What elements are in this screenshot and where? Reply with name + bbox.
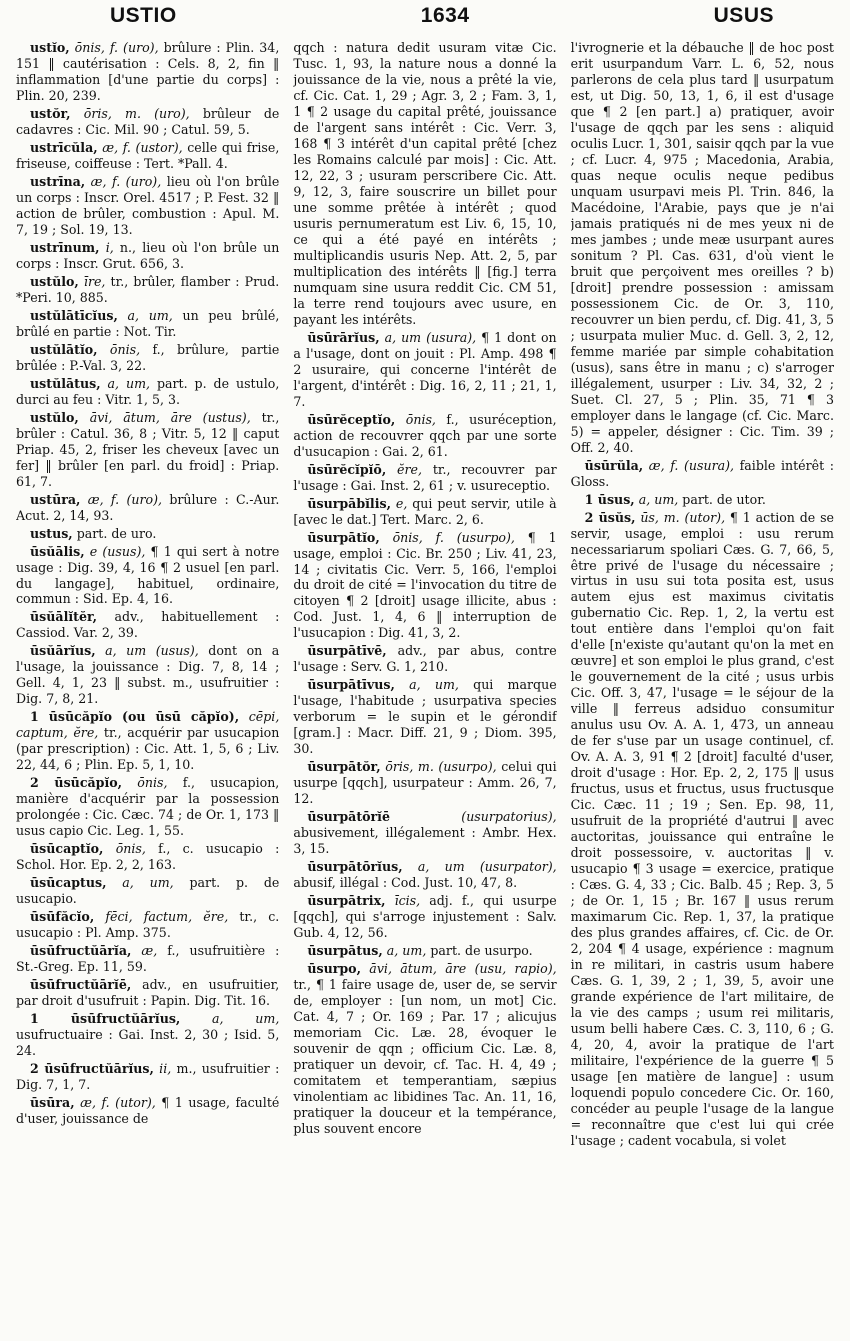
grammar-info: a, um, (634, 491, 679, 507)
entry-body: brûlure : C.-Aur. Acut. 2, 14, 93. (16, 491, 280, 523)
headword: ūsurpātĭo, (307, 529, 380, 545)
dictionary-entry (16, 308, 279, 340)
column-1 (16, 40, 279, 1330)
entry-body: abusif, illégal : Cod. Just. 10, 47, 8. (293, 875, 518, 891)
header-left-guideword: USTIO (110, 4, 177, 27)
grammar-info: ōris, m. (uro), (70, 105, 190, 121)
entry-body: ¶ 1 dont on a l'usage, dont on jouit : Pl. Amp. 498 ¶ 2 usuraire, qui concerne l'intérêt de l'argent, d'intérêt : Dig. 16, 2, 11 ; 21, 1, 7. (293, 329, 557, 409)
headword: ustĭo, (30, 40, 70, 55)
headword: ūsurpābĭlis, (307, 495, 391, 511)
entry-body: f., c. usucapio : Schol. Hor. Ep. 2, 2, 163. (16, 841, 280, 873)
page-number: 1634 (420, 4, 470, 27)
entry-body: f., usuréception, action de recouvrer qqch par une sorte d'usucapion : Gai. 2, 61. (293, 411, 557, 459)
dictionary-entry (293, 412, 556, 460)
grammar-info: (usurpatorius), (389, 809, 557, 825)
dictionary-entry (16, 140, 279, 172)
dictionary-entry (16, 376, 279, 408)
grammar-info: ĕre, (386, 461, 422, 477)
dictionary-entry (16, 643, 279, 707)
dictionary-entry (293, 961, 556, 1137)
grammar-info: a, um (usus), (95, 643, 199, 659)
headword: ūsūfructŭārĭē, (30, 977, 132, 993)
dictionary-entry (16, 841, 279, 873)
headword: ustrīnum, (30, 239, 100, 255)
grammar-info: ii, (153, 1061, 172, 1077)
dictionary-entry (571, 492, 834, 508)
dictionary-entry (293, 809, 556, 857)
headword: 1 ūsus, (584, 491, 635, 507)
headword: ustrīcŭla, (30, 139, 98, 155)
headword: 2 ūsūcăpĭo, (30, 775, 123, 791)
entry-continuation (293, 40, 556, 328)
dictionary-entry (571, 510, 834, 1149)
entry-body: l'ivrognerie et la débauche ‖ de hoc post erit usurpandum Varr. L. 6, 52, nous parlerons de cela plus tard ‖ usurpatum est, ut Dig. 50, 13, 1, 6, il est d'usage que ¶ 2 [en part.] a) pratiquer, avoir l'usage de qqch par les sens : aliquid oculis Lucr. 1, 301, saisir qqch par la vue ; cf. Lucr. 4, 975 ; Macedonia, Arabia, quas neque oculis neque pedibus unquam usurpavi meis Pl. Trin. 846, la Macédoine, l'Arabie, pays que je n'ai jamais pratiqués ni de mes yeux ni de mes jambes ; unde meæ usurpant aures sonitum ? Pl. Cas. 631, d'où vient le bruit que perçoivent mes oreilles ? b) [droit] prendre possession : amissam possessionem Cic. de Or. 3, 110, recouvrer un bien perdu, cf. Dig. 41, 3, 5 ; usurpata mulier Muc. d. Gell. 3, 2, 12, femme mariée par simple cohabitation (usus), sans être in manu ; c) s'arroger illégalement, usurper : Liv. 34, 32, 2 ; Suet. Cl. 27, 5 ; Plin. 35, 71 ¶ 3 employer dans le langage (cf. Cic. Marc. 5) = appeler, désigner : Cic. Tim. 39 ; Off. 2, 40. (570, 40, 834, 455)
headword: ūsurpātrix, (307, 893, 386, 909)
dictionary-entry (16, 526, 279, 542)
grammar-info: ōnis, f. (usurpo), (379, 529, 515, 545)
entry-body: m., usufruitier : Dig. 7, 1, 7. (16, 1061, 280, 1093)
grammar-info: fēci, factum, ĕre, (94, 909, 229, 925)
entry-body: celui qui usurpe [qqch], usurpateur : Amm. 26, 7, 12. (293, 759, 557, 807)
dictionary-entry (293, 496, 556, 528)
headword: ūsurpātus, (307, 943, 383, 959)
headword: ūsurpātōrĭus, (307, 859, 403, 875)
column-3 (571, 40, 834, 1330)
headword: ustūra, (30, 491, 81, 507)
dictionary-entry (293, 530, 556, 642)
dictionary-entry (293, 330, 556, 410)
headword: 1 ūsūfructŭārĭus, (30, 1011, 181, 1027)
grammar-info: a, um (usurpator), (402, 859, 557, 875)
dictionary-entry (16, 909, 279, 941)
headword: ūsūrārĭus, (307, 329, 380, 345)
entry-body: tr., brûler : Catul. 36, 8 ; Vitr. 5, 12 ‖ caput Priap. 45, 2, friser les cheveux [avec un fer] ‖ brûler [en parl. du froid] : Priap. 61, 7. (16, 409, 280, 489)
dictionary-entry (571, 458, 834, 490)
dictionary-entry (16, 174, 279, 238)
headword: ūsurpātīvus, (307, 677, 395, 693)
headword: ūsūcaptus, (30, 875, 107, 891)
grammar-info: ōnis, (97, 341, 141, 357)
headword: ustŭlātus, (30, 375, 101, 391)
headword: ūsūra, (30, 1095, 75, 1111)
headword: 1 ūsūcăpĭo (ou ūsū căpĭo), (30, 709, 240, 725)
entry-body: lieu où l'on brûle un corps : Inscr. Orel. 4517 ; P. Fest. 32 ‖ action de brûler, combustion : Apul. M. 7, 19 ; Sol. 19, 13. (16, 173, 280, 237)
headword: ūsurpātōrĭē (307, 809, 390, 825)
entry-body: brûleur de cadavres : Cic. Mil. 90 ; Catul. 59, 5. (16, 105, 280, 137)
headword: ūsurpātīvē, (307, 643, 387, 659)
entry-body: brûlure : Plin. 34, 151 ‖ cautérisation : Cels. 8, 2, fin ‖ inflammation [d'une partie du corps] : Plin. 20, 239. (16, 40, 280, 103)
dictionary-entry (16, 875, 279, 907)
grammar-info: īre, (78, 273, 106, 289)
entry-body: part. p. de ustulo, durci au feu : Vitr. 1, 5, 3. (16, 375, 280, 407)
grammar-info: æ, f. (uro), (85, 173, 162, 189)
entry-body: adv., par abus, contre l'usage : Serv. G. 1, 210. (293, 643, 557, 675)
dictionary-entry (16, 775, 279, 839)
entry-body: tr., recouvrer par l'usage : Gai. Inst. 2, 61 ; v. usureceptio. (293, 461, 557, 493)
headword: ustŭlo, (30, 273, 79, 289)
entry-body: ¶ 1 qui sert à notre usage : Dig. 39, 4, 16 ¶ 2 usuel [en parl. du langage], habituel, ordinaire, commun : Sid. Ep. 4, 16. (16, 543, 280, 607)
dictionary-entry (293, 462, 556, 494)
columns (16, 40, 834, 1330)
grammar-info: ōnis, (103, 841, 146, 857)
entry-body: celle qui frise, friseuse, coiffeuse : Tert. *Pall. 4. (16, 139, 280, 171)
headword: ustŭlātīcĭus, (30, 307, 118, 323)
dictionary-entry (16, 342, 279, 374)
headword: 2 ūsūfructŭārĭus, (30, 1061, 154, 1077)
dictionary-entry (293, 677, 556, 757)
dictionary-entry (293, 643, 556, 675)
entry-body: ¶ 1 usage, emploi : Cic. Br. 250 ; Liv. 41, 23, 14 ; civitatis Cic. Verr. 5, 166, l'emploi du droit de cité = l'invocation du titre de citoyen ¶ 2 [droit] usage illicite, abus : Cod. Just. 1, 4, 6 ‖ interruption de l'usucapion : Dig. 41, 3, 2. (293, 529, 557, 641)
headword: ūsūrĕcĭpĭō, (307, 461, 387, 477)
dictionary-entry (16, 1011, 279, 1059)
dictionary-entry (16, 609, 279, 641)
grammar-info: āvi, ātum, āre (ustus), (78, 409, 251, 425)
entry-body: qui peut servir, utile à [avec le dat.] Tert. Marc. 2, 6. (293, 495, 557, 527)
dictionary-entry (16, 410, 279, 490)
entry-body: tr., acquérir par usucapion (par prescription) : Cic. Att. 1, 5, 6 ; Liv. 22, 44, 6 ; Plin. Ep. 5, 1, 10. (16, 725, 280, 773)
entry-continuation (571, 40, 834, 456)
grammar-info: ōnis, f. (uro), (69, 40, 159, 55)
entry-body: tr., brûler, flamber : Prud. *Peri. 10, 885. (16, 273, 280, 305)
dictionary-entry (16, 709, 279, 773)
entry-body: f., usucapion, manière d'acquérir par la possession prolongée : Cic. Cæc. 74 ; de Or. 1, 173 ‖ usus capio Cic. Leg. 1, 55. (16, 775, 280, 839)
grammar-info: e, (390, 495, 408, 511)
grammar-info: āvi, ātum, āre (usu, rapio), (360, 961, 557, 977)
entry-body: qui marque l'usage, l'habitude ; usurpativa species verborum = le supin et le gérondif [gram.] : Macr. Diff. 21, 9 ; Diom. 395, 30. (293, 677, 557, 757)
headword: ustŏr, (30, 105, 71, 121)
headword: ūsūcaptĭo, (30, 841, 104, 857)
grammar-info: æ, f. (ustor), (97, 139, 183, 155)
grammar-info: æ, f. (usura), (643, 457, 735, 473)
grammar-info: æ, f. (utor), (74, 1095, 156, 1111)
headword: 2 ūsŭs, (584, 509, 636, 525)
dictionary-entry (16, 1095, 279, 1127)
grammar-info: i, (99, 239, 114, 255)
headword: ūsūrĕceptĭo, (307, 411, 396, 427)
headword: ūsurpo, (307, 961, 361, 977)
dictionary-entry (16, 40, 279, 104)
entry-body: part. de utor. (678, 491, 766, 507)
dictionary-entry (293, 893, 556, 941)
grammar-info: a, um, (180, 1011, 280, 1027)
dictionary-entry (16, 1061, 279, 1093)
dictionary-entry (16, 274, 279, 306)
entry-body: n., lieu où l'on brûle un corps : Inscr. Grut. 656, 3. (16, 239, 280, 271)
dictionary-entry (16, 492, 279, 524)
headword: ūsŭālĭtĕr, (30, 609, 98, 625)
headword: ustrīna, (30, 173, 86, 189)
grammar-info: a, um, (100, 375, 151, 391)
entry-body: un peu brûlé, brûlé en partie : Not. Tir. (16, 307, 280, 339)
headword: ustŭlātĭo, (30, 341, 98, 357)
headword: ūsūfructŭārĭa, (30, 943, 132, 959)
entry-body: f., usufruitière : St.-Greg. Ep. 11, 59. (16, 943, 280, 975)
entry-body: ¶ 1 action de se servir, usage, emploi : usu rerum necessariarum spoliari Cæs. G. 7, 66, 5, être privé de l'usage du nécessaire ; virtus in usu sui tota posita est, usus autem ejus est maximus civitatis gubernatio Cic. Rep. 1, 2, la vertu est tout entière dans l'emploi qu'on fait d'elle [n'existe qu'autant qu'on la met en œuvre] et son emploi le plus grand, c'est le gouvernement de la cité ; usus urbis Cic. Off. 3, 47, l'usage = le séjour de la ville ‖ ferreus adsiduo consumitur anulus usu Ov. A. A. 1, 473, un anneau de fer s'use par un usage continuel, cf. Ov. A. A. 3, 91 ¶ 2 [droit] faculté d'user, droit d'usage : Hor. Ep. 2, 2, 175 ‖ usus fructus, usus et fructus, usus fructusque Cic. Cæc. 11 ; 19 ; Sen. Ep. 98, 11, usufruit de la propriété d'autrui ‖ avec auctoritas, jouissance qui entraîne le droit possessoire, v. auctoritas ‖ v. usucapio ¶ 3 usage = exercice, pratique : Cæs. G. 4, 33 ; Cic. Balb. 45 ; Rep. 3, 5 ; de Or. 1, 15 ; Br. 167 ‖ usus rerum maximarum Cic. Rep. 1, 37, la pratique des plus grandes affaires, cf. Cic. de Or. 2, 204 ¶ 4 usage, expérience : magnum in re militari, in castris usum habere Cæs. G. 1, 39, 2 ; 1, 39, 5, avoir une grande expérience de l'art militaire, de la vie des camps ; usum rei militaris, usum belli habere Cæs. C. 3, 110, 6 ; G. 4, 20, 4, avoir la pratique de l'art militaire, l'expérience de la guerre ¶ 5 usage [en matière de langue] : usum loquendi populo concedere Cic. Or. 160, concéder au peuple l'usage de la langue = reconnaître que c'est lui qui crée l'usage ; cadent vocabula, si volet (570, 509, 834, 1148)
entry-body: qqch : natura dedit usuram vitæ Cic. Tusc. 1, 93, la nature nous a donné la jouissance de la vie, nous a prêté la vie, cf. Cic. Cat. 1, 29 ; Agr. 3, 2 ; Fam. 3, 1, 1 ¶ 2 usage du capital prêté, jouissance de l'argent sans intérêt : Cic. Verr. 3, 168 ¶ 3 intérêt d'un capital prêté [chez les Romains calculé par mois] : Cic. Att. 12, 22, 3 ; usuram perscribere Cic. Att. 9, 12, 3, faire souscrire un billet pour une somme prêtée à intérêt ; quod usuris pernumeratum est Liv. 6, 15, 10, ce qui a été payé en intérêts ; multiplicandis usuris Nep. Att. 2, 5, par multiplication des intérêts ‖ [fig.] terra numquam sine usura reddit Cic. CM 51, la terre rend toujours avec usure, en payant les intérêts. (293, 40, 557, 327)
headword: ustus, (30, 525, 73, 541)
grammar-info: ōnis, (395, 411, 436, 427)
entry-body: dont on a l'usage, la jouissance : Dig. 7, 8, 14 ; Gell. 4, 1, 23 ‖ subst. m., usufruitier : Dig. 7, 8, 21. (16, 643, 280, 707)
dictionary-entry (16, 106, 279, 138)
entry-body: adv., habituellement : Cassiod. Var. 2, 39. (16, 609, 280, 641)
headword: ūsūfăcĭo, (30, 909, 95, 925)
grammar-info: a, um, (394, 677, 459, 693)
entry-body: ¶ 1 usage, faculté d'user, jouissance de (16, 1095, 280, 1126)
dictionary-entry (16, 977, 279, 1009)
dictionary-entry (16, 544, 279, 608)
dictionary-entry (16, 943, 279, 975)
headword: ūsŭālis, (30, 543, 85, 559)
grammar-info: ūs, m. (utor), (635, 509, 726, 525)
grammar-info: e (usus), (84, 543, 146, 559)
grammar-info: īcis, (385, 893, 421, 909)
entry-body: abusivement, illégalement : Ambr. Hex. 3, 15. (293, 825, 557, 857)
entry-body: tr., c. usucapio : Pl. Amp. 375. (16, 909, 280, 941)
grammar-info: æ, f. (uro), (80, 491, 162, 507)
grammar-info: ōris, m. (usurpo), (380, 759, 497, 775)
headword: ūsŭārĭus, (30, 643, 96, 659)
headword: ustŭlo, (30, 409, 79, 425)
entry-body: part. de usurpo. (426, 943, 533, 959)
grammar-info: a, um, (106, 875, 174, 891)
entry-body: usufructuaire : Gai. Inst. 2, 30 ; Isid. 5, 24. (16, 1027, 280, 1059)
grammar-info: ōnis, (122, 775, 168, 791)
grammar-info: a, um, (117, 307, 173, 323)
entry-body: faible intérêt : Gloss. (570, 457, 834, 489)
grammar-info: a, um, (382, 943, 427, 959)
entry-body: part. p. de usucapio. (16, 875, 280, 907)
entry-body: f., brûlure, partie brûlée : P.-Val. 3, 22. (16, 341, 280, 373)
entry-body: adj. f., qui usurpe [qqch], qui s'arroge injustement : Salv. Gub. 4, 12, 56. (293, 893, 557, 941)
dictionary-entry (16, 240, 279, 272)
grammar-info: cēpi, captum, ĕre, (16, 709, 280, 741)
running-head (16, 4, 834, 40)
entry-body: tr., ¶ 1 faire usage de, user de, se servir de, employer : [un nom, un mot] Cic. Cat. 4, 7 ; Or. 169 ; Par. 17 ; alicujus memoriam Cic. Læ. 28, évoquer le souvenir de qqn ; officium Cic. Læ. 8, pratiquer un devoir, cf. Tac. H. 4, 49 ; comitatem et temperantiam, sæpius vinolentiam ac libidines Tac. An. 11, 16, pratiquer la douceur et la tempérance, plus souvent encore (293, 977, 557, 1136)
dictionary-entry (293, 759, 556, 807)
dictionary-entry (293, 943, 556, 959)
entry-body: adv., en usufruitier, par droit d'usufruit : Papin. Dig. Tit. 16. (16, 977, 280, 1009)
grammar-info: æ, (131, 943, 158, 959)
headword: ūsurpātŏr, (307, 759, 381, 775)
column-2 (293, 40, 556, 1330)
entry-body: part. de uro. (72, 525, 157, 541)
header-right-guideword: USUS (713, 4, 774, 27)
grammar-info: a, um (usura), (379, 329, 477, 345)
headword: ūsūrŭla, (584, 457, 644, 473)
dictionary-entry (293, 859, 556, 891)
